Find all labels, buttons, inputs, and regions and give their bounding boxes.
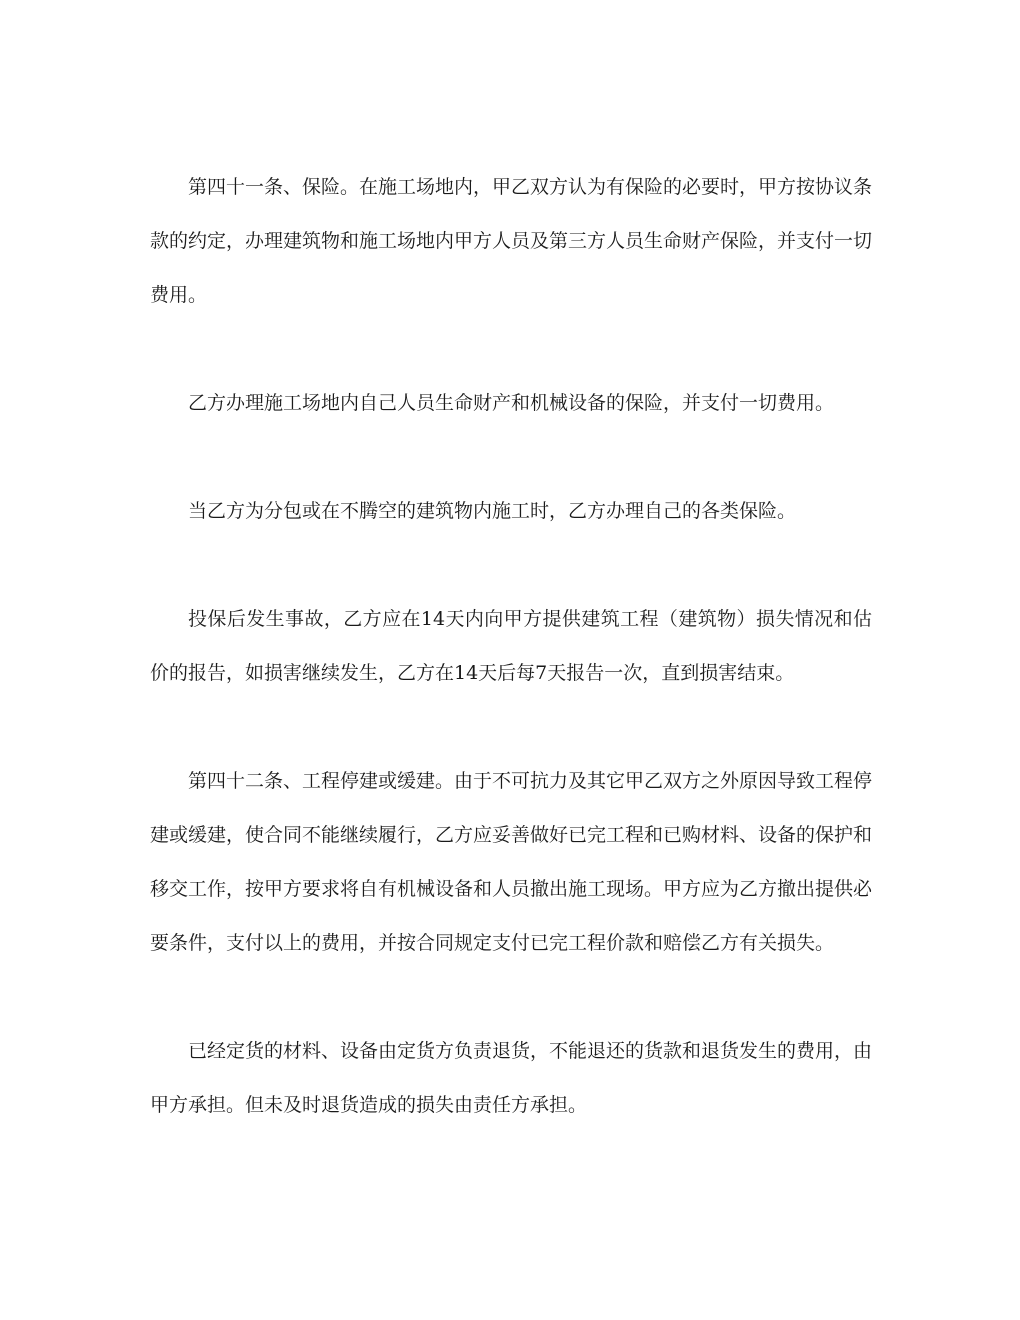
paragraph-article-41-insurance: 第四十一条、保险。在施工场地内，甲乙双方认为有保险的必要时，甲方按协议条款的约定，办理建筑物和施工场地内甲方人员及第三方人员生命财产保险，并支付一切费用。	[150, 176, 873, 306]
paragraph-subcontract-insurance: 当乙方为分包或在不腾空的建筑物内施工时，乙方办理自己的各类保险。	[188, 500, 797, 522]
paragraph-accident-report: 投保后发生事故，乙方应在14天内向甲方提供建筑工程（建筑物）损失情况和估价的报告，如损害继续发生，乙方在14天后每7天报告一次，直到损害结束。	[150, 608, 872, 684]
paragraph-article-42-suspension: 第四十二条、工程停建或缓建。由于不可抗力及其它甲乙双方之外原因导致工程停建或缓建，使合同不能继续履行，乙方应妥善做好已完工程和已购材料、设备的保护和移交工作，按甲方要求将自有机械设备和人员撤出施工现场。甲方应为乙方撤出提供必要条件，支付以上的费用，并按合同规定支付已完工程价款和赔偿乙方有关损失。	[150, 770, 873, 954]
document-body	[150, 160, 872, 1186]
paragraph-material-return: 已经定货的材料、设备由定货方负责退货，不能退还的货款和退货发生的费用，由甲方承担。但未及时退货造成的损失由责任方承担。	[150, 1040, 873, 1116]
paragraph-party-b-insurance: 乙方办理施工场地内自己人员生命财产和机械设备的保险，并支付一切费用。	[188, 392, 835, 414]
